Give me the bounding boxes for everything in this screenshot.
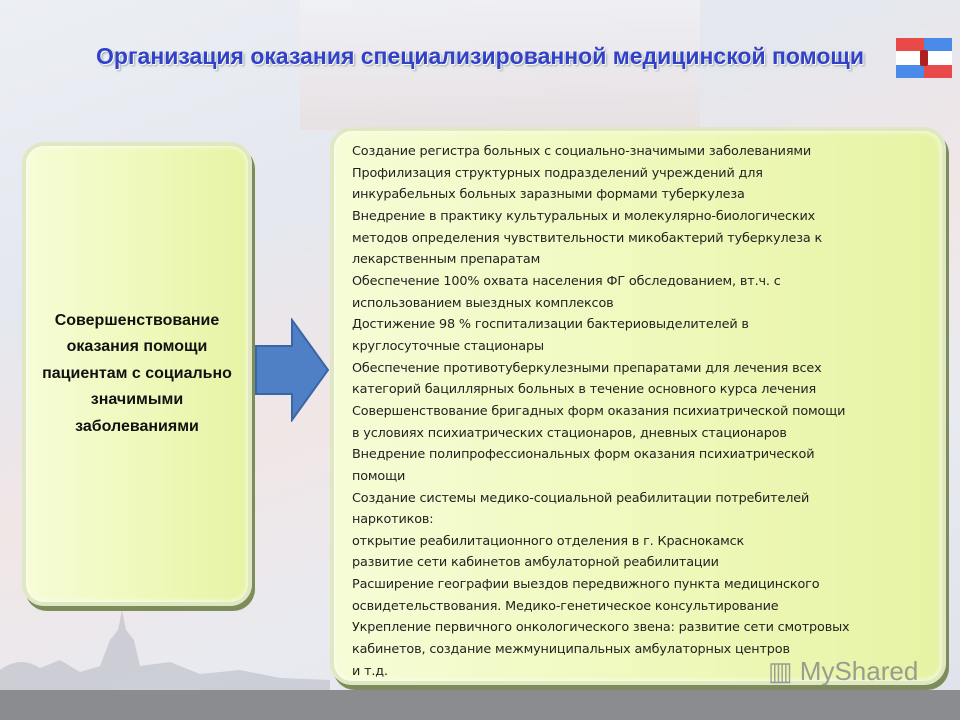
perm-flag-icon (896, 38, 952, 78)
bottom-bar (0, 690, 960, 720)
measure-line: круглосуточные стационары (352, 338, 544, 354)
measure-line: Укрепление первичного онкологического звена: развитие сети смотровых (352, 620, 850, 636)
measure-line: Внедрение в практику культуральных и молекулярно-биологических (352, 208, 816, 224)
measure-line: Обеспечение 100% охвата населения ФГ обследованием, вт.ч. с (352, 273, 781, 289)
measure-line: Профилизация структурных подразделений учреждений для (352, 165, 763, 181)
watermark-text: MyShared (799, 656, 919, 686)
measure-line: кабинетов, создание межмуниципальных амбулаторных центров (352, 642, 790, 658)
measure-line: в условиях психиатрических стационаров, дневных стационаров (352, 425, 787, 441)
measure-line: открытие реабилитационного отделения в г. Краснокамск (352, 533, 745, 549)
city-silhouette (0, 600, 330, 695)
measure-line: Совершенствование бригадных форм оказания психиатрической помощи (352, 403, 846, 419)
page-title: Организация оказания специализированной медицинской помощи (96, 43, 864, 69)
measure-line: лекарственным препаратам (352, 252, 541, 268)
measure-line: и т.д. (352, 663, 388, 679)
goal-text: Совершенствование оказания помощи пациентам с социально значимыми заболеваниями (42, 311, 232, 435)
measure-line: наркотиков: (352, 512, 434, 528)
measure-line: инкурабельных больных заразными формами туберкулеза (352, 187, 745, 203)
measure-line: Расширение географии выездов передвижного пункта медицинского (352, 577, 820, 593)
measure-line: Достижение 98 % госпитализации бактериовыделителей в (352, 317, 749, 333)
measure-line: Создание системы медико-социальной реабилитации потребителей (352, 490, 810, 506)
measures-box (330, 127, 946, 685)
measure-line: методов определения чувствительности микобактерий туберкулеза к (352, 230, 823, 246)
measure-line: Создание регистра больных с социально-значимыми заболеваниями (352, 144, 812, 159)
arrow-right-icon (254, 318, 330, 422)
measure-line: Внедрение полипрофессиональных форм оказания психиатрической (352, 447, 815, 463)
watermark: ▥ MyShared (768, 656, 919, 686)
measure-line: категорий бациллярных больных в течение основного курса лечения (352, 382, 817, 398)
measure-line: развитие сети кабинетов амбулаторной реабилитации (352, 555, 719, 571)
measure-line: использованием выездных комплексов (352, 295, 614, 311)
measure-line: освидетельствования. Медико-генетическое консультирование (352, 598, 779, 614)
measures-list (352, 141, 849, 682)
measure-line: Обеспечение противотуберкулезными препаратами для лечения всех (352, 360, 822, 376)
measure-line: помощи (352, 468, 406, 484)
goal-box (22, 142, 252, 606)
